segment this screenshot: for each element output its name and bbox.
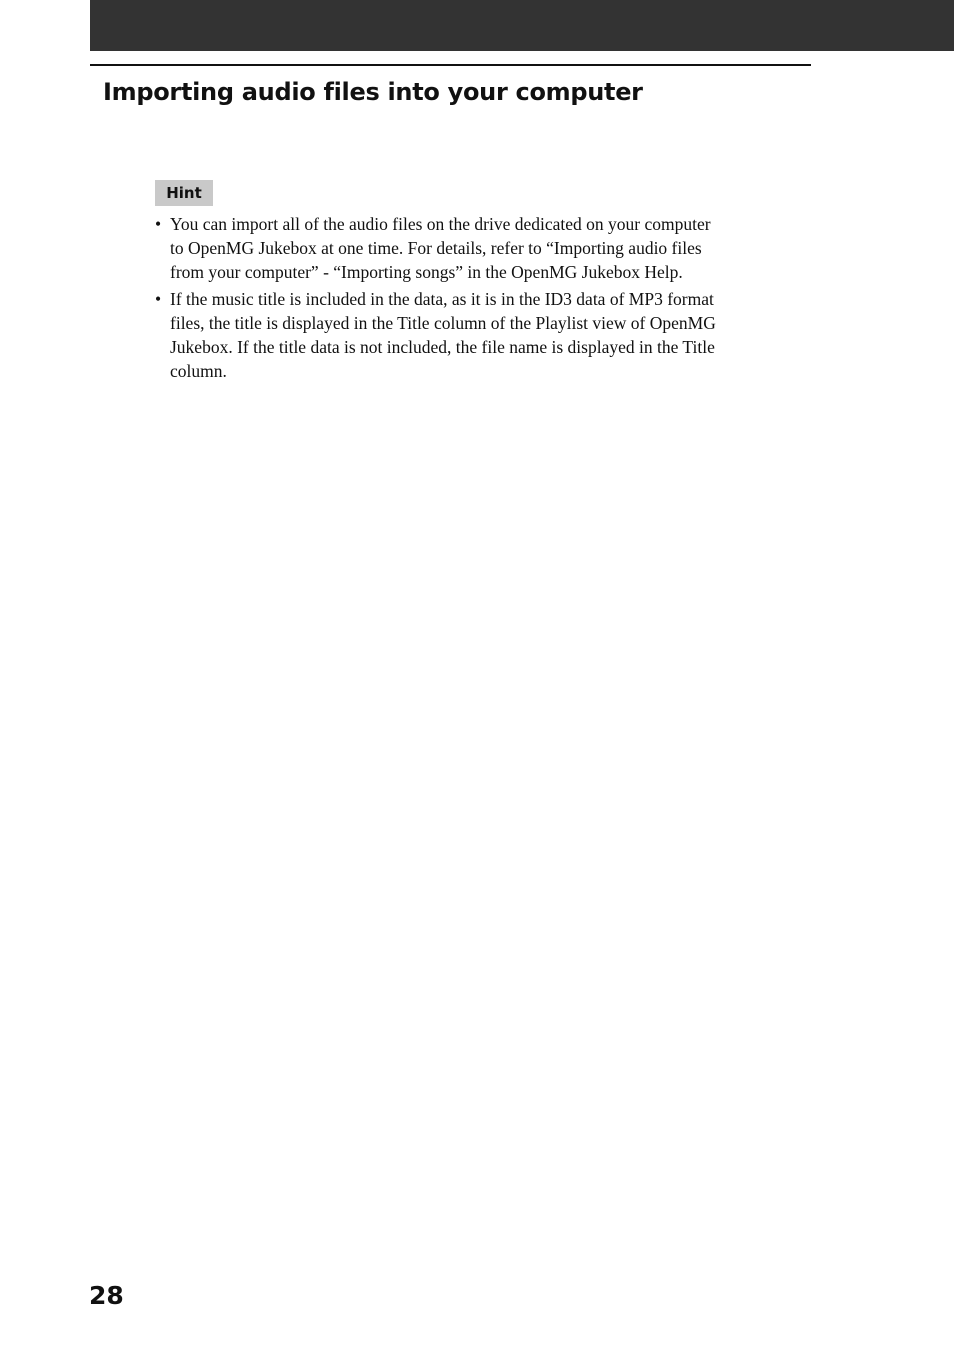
hint-label: Hint (155, 180, 213, 206)
hint-line: files, the title is displayed in the Title column of the Playlist view of OpenMG (170, 313, 716, 333)
hint-item (155, 212, 803, 284)
hint-line: to OpenMG Jukebox at one time. For details, refer to “Importing audio files (170, 238, 702, 258)
hint-text (170, 212, 803, 284)
bullet-icon: • (155, 214, 162, 234)
header-band (90, 0, 954, 51)
hint-line: Jukebox. If the title data is not included, the file name is displayed in the Title (170, 337, 715, 357)
hint-line: If the music title is included in the data, as it is in the ID3 data of MP3 format (170, 289, 714, 309)
section-rule (90, 64, 811, 66)
bullet-icon: • (155, 289, 162, 309)
hint-text (170, 287, 803, 383)
section-title: Importing audio files into your computer (103, 78, 643, 106)
hint-line: You can import all of the audio files on the drive dedicated on your computer (170, 214, 711, 234)
hint-line: column. (170, 361, 227, 381)
hint-line: from your computer” - “Importing songs” in the OpenMG Jukebox Help. (170, 262, 683, 282)
hint-item (155, 287, 803, 383)
hint-list (155, 212, 803, 386)
page-number: 28 (89, 1281, 124, 1310)
